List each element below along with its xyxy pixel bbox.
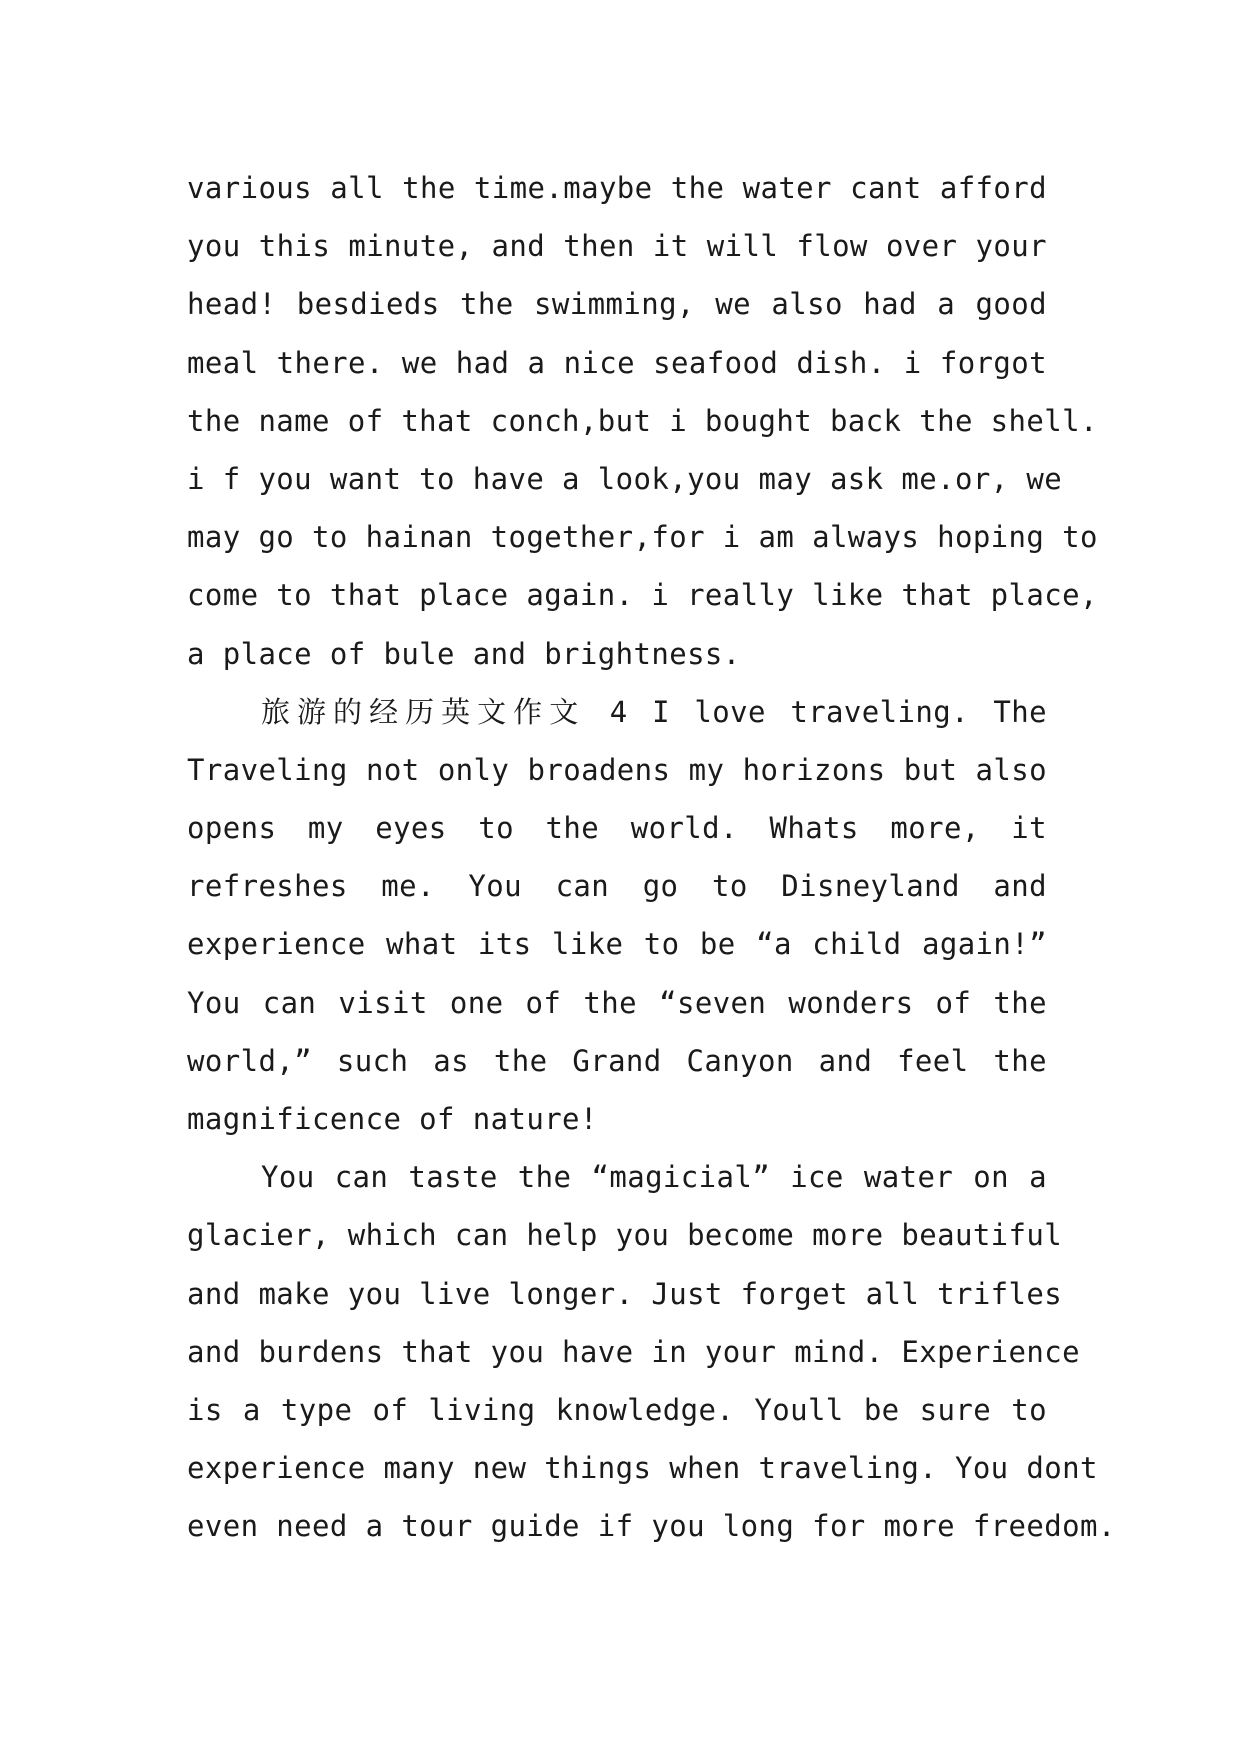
- text-line-18: You can taste the “magicial” ice water on a: [261, 1160, 1047, 1195]
- text-line-24: even need a tour guide if you long for more freedom.: [187, 1509, 1116, 1544]
- text-line-11: Traveling not only broadens my horizons but also: [187, 752, 1047, 787]
- text-line-14: experience what its like to be “a child again!”: [187, 927, 1047, 962]
- section-heading-line: 旅游的经历英文作文 4 I love traveling. The: [261, 694, 1047, 729]
- text-line-13: refreshes me. You can go to Disneyland and: [187, 869, 1047, 904]
- text-line-1: various all the time.maybe the water cant afford: [187, 171, 1047, 205]
- document-body: [187, 159, 1116, 1556]
- text-line-20: and make you live longer. Just forget all trifles: [187, 1276, 1063, 1311]
- text-line-2: you this minute, and then it will flow over your: [187, 229, 1047, 264]
- text-line-16: world,” such as the Grand Canyon and feel the: [187, 1043, 1047, 1078]
- text-line-4: meal there. we had a nice seafood dish. i forgot: [187, 345, 1047, 380]
- text-line-21: and burdens that you have in your mind. Experience: [187, 1334, 1080, 1369]
- text-line-19: glacier, which can help you become more beautiful: [187, 1218, 1063, 1253]
- text-line-9: a place of bule and brightness.: [187, 636, 741, 671]
- text-line-23: experience many new things when traveling. You dont: [187, 1451, 1098, 1486]
- text-line-15: You can visit one of the “seven wonders of the: [187, 985, 1047, 1020]
- text-line-5: the name of that conch,but i bought back the shell.: [187, 403, 1098, 438]
- text-line-8: come to that place again. i really like that place,: [187, 578, 1098, 613]
- text-line-17: magnificence of nature!: [187, 1102, 598, 1136]
- text-line-22: is a type of living knowledge. Youll be sure to: [187, 1392, 1047, 1427]
- text-line-6: i f you want to have a look,you may ask me.or, we: [187, 461, 1063, 496]
- text-line-7: may go to hainan together,for i am always hoping to: [187, 520, 1098, 555]
- text-line-12: opens my eyes to the world. Whats more, it: [187, 811, 1047, 846]
- text-line-3: head! besdieds the swimming, we also had a good: [187, 287, 1047, 322]
